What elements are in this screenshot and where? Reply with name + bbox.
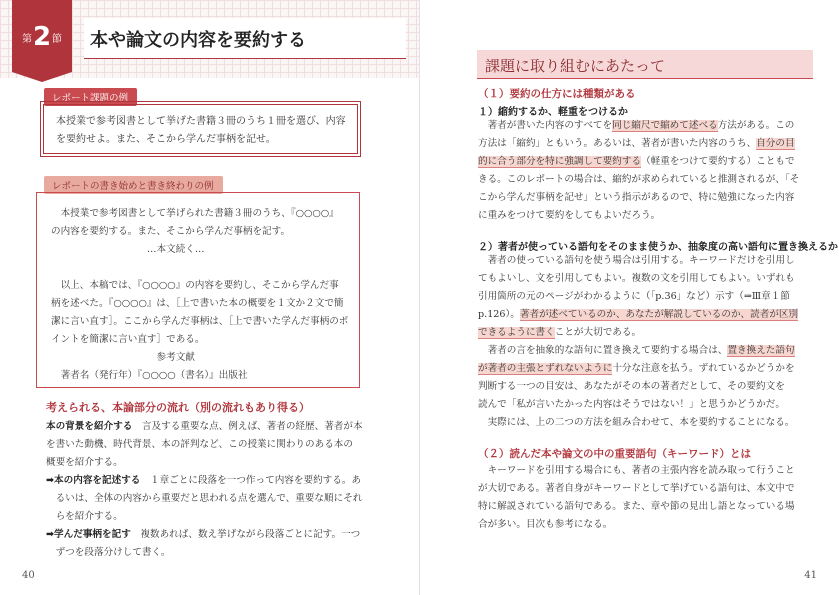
subheading-1-2: ２）著者が使っている語句をそのまま使うか、抽象度の高い語句に置き換えるか — [478, 242, 838, 253]
page-number-left: 40 — [22, 570, 35, 581]
example-text — [51, 205, 351, 385]
text-line — [478, 480, 808, 498]
highlighted-text: 置き換えた語句 — [727, 345, 795, 356]
example-line: イントを簡潔に言い直す］である。 — [51, 334, 205, 345]
flow-line — [46, 454, 366, 472]
highlighted-text: 著者が述べているのか、あなたが解説しているのか、読者が区別 — [519, 309, 799, 320]
right-section-title: 課題に取り組むにあたって — [485, 57, 666, 75]
flow-step-text: るいは、全体の内容から重要だと思われる点を選んで、重要な順にそれ — [46, 493, 363, 504]
flow-line — [46, 526, 366, 544]
flow-line — [46, 436, 366, 454]
flow-step-label: ➡学んだ事柄を記す — [46, 529, 131, 540]
section-prefix: 第 — [21, 34, 32, 45]
text-span: 実際には、上の二つの方法を組み合わせて、本を要約することになる。 — [478, 417, 795, 428]
example-line — [51, 259, 351, 277]
example-line: 以上、本稿では、『○○○○』の内容を要約し、そこから学んだ事 — [51, 280, 339, 291]
section-title: 本や論文の内容を要約する — [90, 30, 306, 51]
section-badge — [12, 0, 72, 72]
flow-heading: 考えられる、本論部分の流れ（別の流れもあり得る） — [46, 401, 310, 414]
example-line: の内容を要約する。また、そこから学んだ事柄を記す。 — [51, 226, 291, 237]
text-span: 著者が書いた内容のすべてを — [478, 120, 613, 131]
text-span: 方法がある。この — [717, 120, 795, 131]
example-line: …本文続く… — [51, 244, 205, 255]
text-line — [478, 189, 808, 207]
highlighted-text: 自分の目 — [756, 138, 795, 149]
text-line — [478, 171, 808, 189]
example-line: 柄を述べた。『○○○○』は、［上で書いた本の概要を１文か２文で簡 — [51, 298, 344, 309]
paragraph-3 — [478, 462, 808, 534]
text-span: 方法は「縮約」ともいう。あるいは、著者が書いた内容のうち、 — [478, 138, 757, 149]
text-span: ことが大切である。 — [554, 327, 642, 338]
text-span: 合が多い。目次も参考になる。 — [478, 519, 613, 530]
example-line: 参考文献 — [51, 352, 195, 363]
highlighted-text: できるように書く — [478, 327, 555, 338]
text-line — [478, 378, 808, 396]
flow-list — [46, 418, 366, 562]
text-line — [478, 324, 808, 342]
text-line — [478, 516, 808, 534]
text-line — [478, 342, 808, 360]
flow-line — [46, 508, 366, 526]
text-span: 著者の言を抽象的な語句に置き換えて要約する場合は、 — [478, 345, 728, 356]
text-span: 十分な注意を払う。ずれているかどうかを — [612, 363, 795, 374]
flow-step-text: らを紹介する。 — [46, 511, 123, 522]
text-line — [478, 252, 808, 270]
flow-line — [46, 490, 366, 508]
text-line — [478, 117, 808, 135]
flow-step-text: １章ごとに段落を一つ作って内容を要約する。あ — [140, 475, 362, 486]
text-span: きる。このレポートの場合は、縮約が求められていると推測されるが、「そ — [478, 174, 800, 185]
flow-line — [46, 472, 366, 490]
text-span: p.126）。 — [478, 309, 520, 320]
right-page — [420, 0, 839, 595]
text-span: に重みをつけて要約をしてもよいだろう。 — [478, 210, 661, 221]
flow-step-label: ➡本の内容を記述する — [46, 475, 141, 486]
highlighted-text: 的に合う部分を特に強調して要約する — [478, 156, 642, 167]
section-number: 2 — [32, 22, 52, 52]
text-line — [478, 153, 808, 171]
text-line — [478, 288, 808, 306]
text-span: 特に解説されている語句である。また、章や節の見出し語となっている場 — [478, 501, 795, 512]
flow-step-text: 概要を紹介する。 — [46, 457, 123, 468]
right-section-header — [477, 50, 813, 79]
subheading-1-1: １）縮約するか、軽重をつけるか — [478, 107, 628, 118]
flow-step-text: ずつを段落分けして書く。 — [46, 547, 171, 558]
example-box — [36, 192, 360, 388]
text-line — [478, 306, 808, 324]
text-span: が大切である。著者自身がキーワードとして挙げている語句は、本文中で — [478, 483, 795, 494]
text-span: （軽重をつけて要約する）こともで — [641, 156, 795, 167]
highlighted-text: 同じ縮尺で縮めて述べる — [612, 120, 718, 131]
paragraph-1 — [478, 117, 808, 225]
section-suffix: 節 — [52, 34, 63, 45]
subheading-1: （１）要約の仕方には種類がある — [478, 88, 636, 100]
text-line — [478, 462, 808, 480]
example-line: 本授業で参考図書として挙げられた書籍３冊のうち、『○○○○』 — [51, 208, 339, 219]
text-line — [478, 498, 808, 516]
page-number-right: 41 — [804, 570, 817, 581]
flow-step-label: 本の背景を紹介する — [46, 421, 133, 432]
text-span: 著者の使っている語句を使う場合は引用する。キーワードだけを引用し — [478, 255, 795, 266]
text-line — [478, 360, 808, 378]
text-span: 判断する一つの目安は、あなたがその本の著者だとして、その要約文を — [478, 381, 785, 392]
flow-step-text: 複数あれば、数え挙げながら段落ごとに記す。一つ — [130, 529, 361, 540]
flow-step-text: 言及する重要な点、例えば、著者の経歴、著者が本 — [132, 421, 363, 432]
text-line — [478, 270, 808, 288]
text-line — [478, 414, 808, 432]
task-text: 本授業で参考図書として挙げた書籍３冊のうち１冊を選び、内容を要約せよ。また、そこから学んだ事柄を記せ。 — [56, 116, 346, 145]
task-box — [43, 104, 358, 154]
text-line — [478, 396, 808, 414]
example-line: 著者名（発行年）『○○○○（書名）』出版社 — [51, 370, 248, 381]
text-span: 読んで「私が言いたかった内容はそうではない！」と思うかどうかだ。 — [478, 399, 785, 410]
example-line: 潔に言い直す］。ここから学んだ事柄は、［上で書いた学んだ事柄のポ — [51, 316, 349, 327]
text-line — [478, 207, 808, 225]
task-label: レポート課題の例 — [44, 88, 137, 106]
flow-line — [46, 418, 366, 436]
section-title-box — [84, 18, 406, 59]
highlighted-text: が著者の主張とずれないように — [478, 363, 613, 374]
subheading-2: （２）読んだ本や論文の中の重要語句（キーワード）とは — [478, 448, 751, 460]
text-span: こから学んだ事柄を記せ」という指示があるので、特に勉強になった内容 — [478, 192, 795, 203]
text-line — [478, 135, 808, 153]
text-span: キーワードを引用する場合にも、著者の主張内容を読み取って行うこと — [478, 465, 795, 476]
text-span: てもよいし、文を引用してもよい。複数の文を引用してもよい。いずれも — [478, 273, 795, 284]
text-span: 引用箇所の元のページがわかるように（「p.36」など）示す（⇒Ⅲ章１節 — [478, 291, 790, 302]
flow-line — [46, 544, 366, 562]
flow-step-text: を書いた動機、時代背景、本の評判など、この授業に関わりのある本の — [46, 439, 353, 450]
paragraph-2 — [478, 252, 808, 432]
example-label: レポートの書き始めと書き終わりの例 — [44, 176, 223, 194]
